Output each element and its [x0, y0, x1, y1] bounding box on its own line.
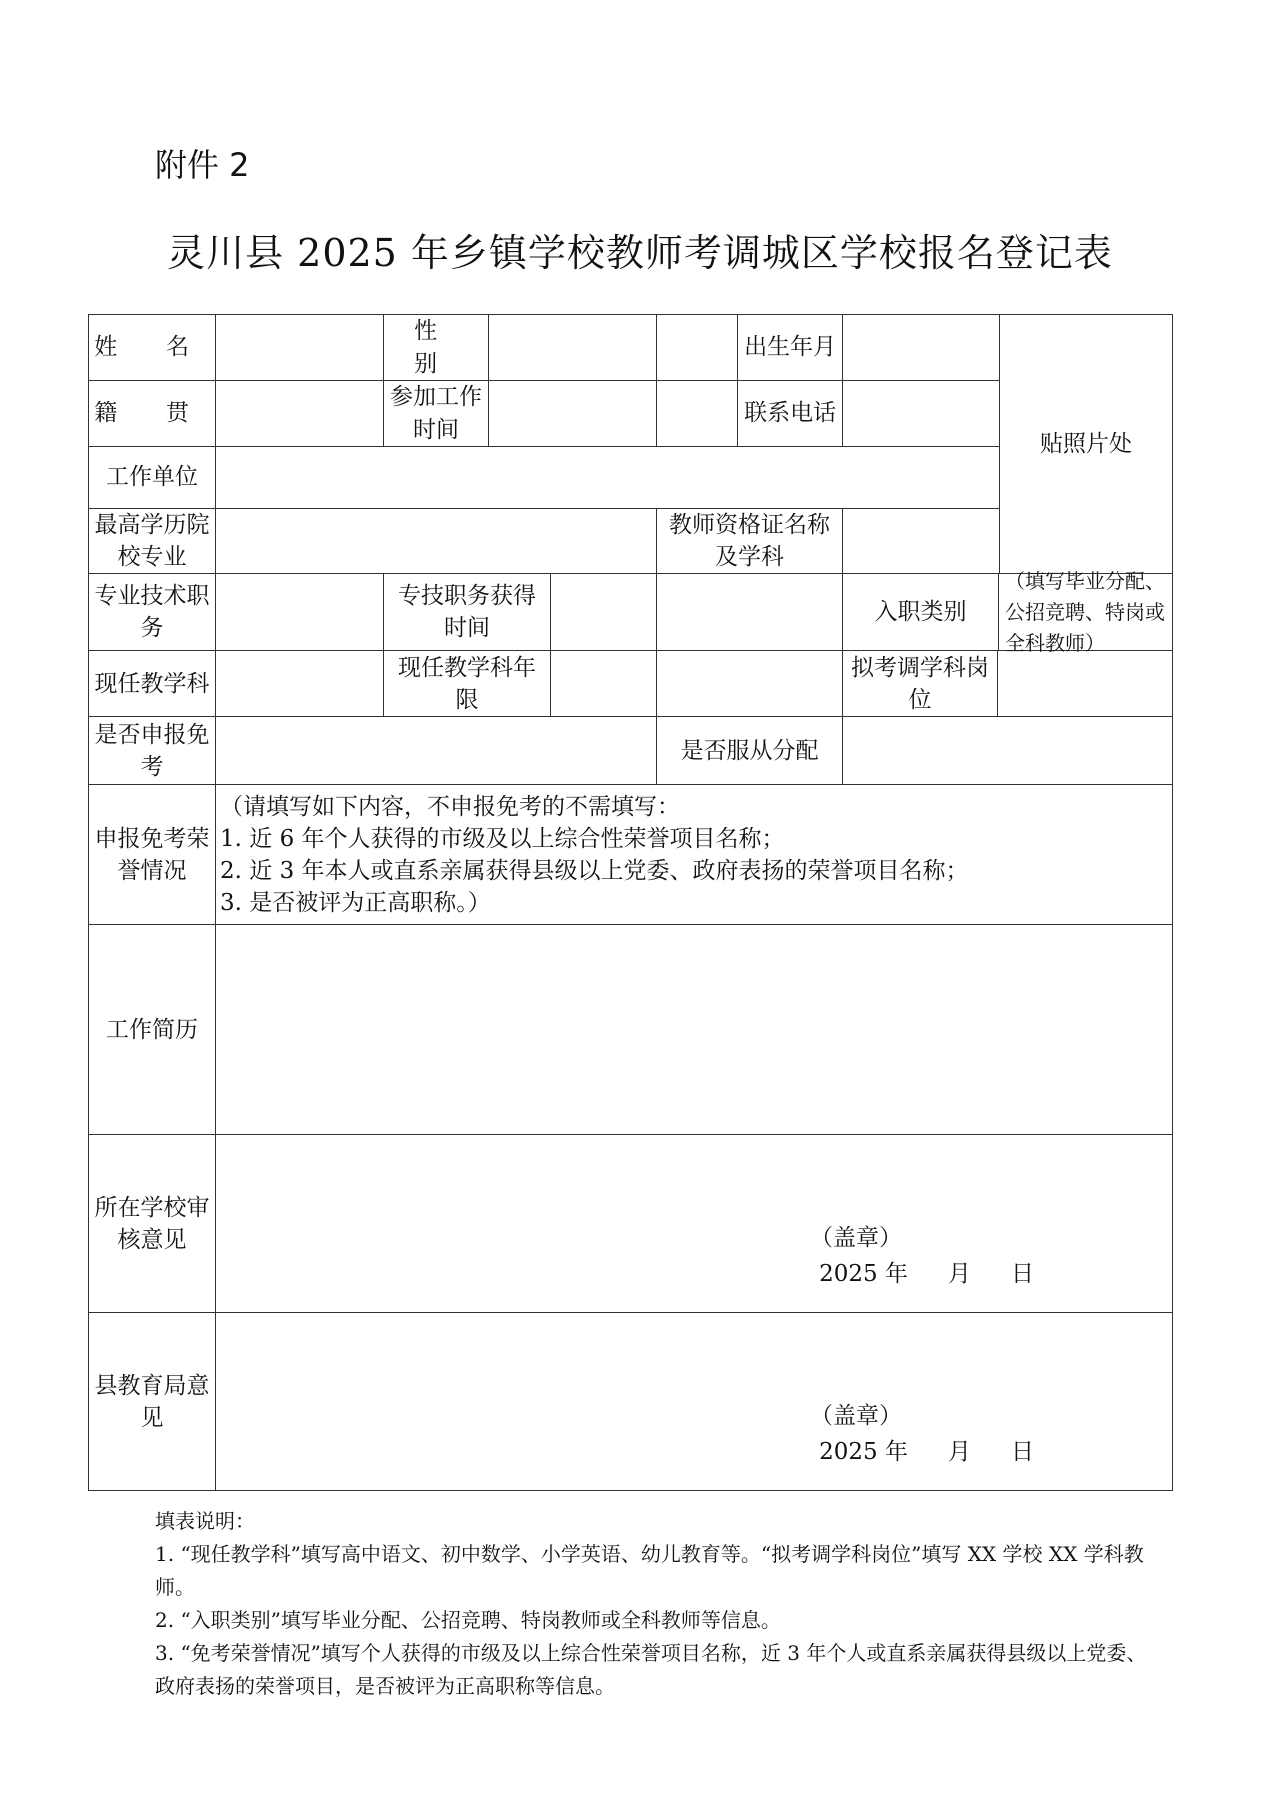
- resume-label: 工作简历: [89, 925, 216, 1135]
- education-label: 最高学历院校专业: [89, 509, 216, 574]
- honors-label: 申报免考荣誉情况: [89, 785, 216, 925]
- current-subject-label: 现任教学科: [89, 651, 216, 717]
- entry-type-hint[interactable]: （填写毕业分配、公招竞聘、特岗或全科教师）: [1005, 568, 1165, 655]
- gender-field[interactable]: [489, 315, 657, 381]
- school-date-day: 日: [1011, 1261, 1034, 1288]
- name-field[interactable]: [216, 315, 384, 381]
- entry-type-label: 入职类别: [843, 574, 999, 650]
- target-post-field[interactable]: [998, 651, 1172, 716]
- school-date: [819, 1258, 1034, 1290]
- accept-assignment-label: 是否服从分配: [657, 717, 843, 785]
- native-place-label: 籍 贯: [89, 381, 216, 447]
- honors-hint-line: 2. 近 3 年本人或直系亲属获得县级以上党委、政府表扬的荣誉项目名称；: [220, 857, 969, 884]
- instructions-heading: 填表说明：: [155, 1509, 255, 1533]
- phone-label: 联系电话: [744, 400, 837, 427]
- honors-hint-line: 3. 是否被评为正高职称。）: [220, 890, 491, 917]
- photo-placeholder[interactable]: 贴照片处: [1000, 315, 1173, 574]
- certificate-field[interactable]: [843, 509, 1000, 574]
- title-date-field[interactable]: [551, 574, 656, 650]
- attachment-label: 附件 2: [155, 146, 250, 184]
- instruction-item: 1. “现任教学科”填写高中语文、初中数学、小学英语、幼儿教育等。“拟考调学科岗位”填写 XX 学校 XX 学科教师。: [155, 1542, 1144, 1599]
- honors-hint-line: 1. 近 6 年个人获得的市级及以上综合性荣誉项目名称；: [220, 825, 785, 852]
- exemption-label: 是否申报免考: [89, 717, 216, 785]
- native-place-field[interactable]: [216, 381, 384, 447]
- employer-field[interactable]: [216, 447, 1000, 509]
- name-label: 姓 名: [89, 315, 216, 381]
- bureau-date: [819, 1436, 1034, 1468]
- current-years-label: 现任教学科年限: [384, 651, 551, 716]
- professional-title-label: 专业技术职务: [89, 574, 216, 651]
- work-start-label: 参加工作时间: [384, 381, 489, 447]
- exemption-field[interactable]: [216, 717, 657, 785]
- bureau-date-year: 2025 年: [819, 1439, 908, 1466]
- instruction-item: 2. “入职类别”填写毕业分配、公招竞聘、特岗教师或全科教师等信息。: [155, 1608, 781, 1632]
- title-date-label: 专技职务获得时间: [384, 574, 551, 650]
- school-date-month: 月: [948, 1261, 971, 1288]
- professional-title-field[interactable]: [216, 574, 384, 651]
- target-post-label: 拟考调学科岗位: [843, 651, 998, 716]
- current-years-field[interactable]: [551, 651, 656, 716]
- education-field[interactable]: [216, 509, 657, 574]
- birth-label: 出生年月: [744, 334, 837, 361]
- phone-field[interactable]: [843, 381, 1000, 447]
- bureau-opinion-field[interactable]: [216, 1313, 1173, 1491]
- filling-instructions: [155, 1505, 1165, 1703]
- work-start-field[interactable]: [489, 381, 657, 447]
- resume-field[interactable]: [216, 925, 1173, 1135]
- current-subject-field[interactable]: [216, 651, 384, 717]
- certificate-label: 教师资格证名称及学科: [657, 509, 843, 574]
- birth-field[interactable]: [843, 315, 1000, 381]
- school-date-year: 2025 年: [819, 1261, 908, 1288]
- honors-hint-line: （请填写如下内容，不申报免考的不需填写：: [220, 793, 680, 820]
- employer-label: 工作单位: [89, 447, 216, 509]
- gender-label: 性 别: [384, 315, 489, 381]
- instruction-item: 3. “免考荣誉情况”填写个人获得的市级及以上综合性荣誉项目名称，近 3 年个人或直系亲属获得县级以上党委、政府表扬的荣誉项目，是否被评为正高职称等信息。: [155, 1641, 1147, 1698]
- school-review-field[interactable]: [216, 1135, 1173, 1313]
- accept-assignment-field[interactable]: [843, 717, 1173, 785]
- registration-form-table: [88, 314, 1173, 1491]
- honors-field[interactable]: [216, 785, 1173, 925]
- bureau-date-month: 月: [948, 1439, 971, 1466]
- form-title: 灵川县 2025 年乡镇学校教师考调城区学校报名登记表: [167, 231, 1113, 275]
- school-stamp-text: （盖章）: [810, 1225, 902, 1252]
- bureau-stamp-text: （盖章）: [810, 1403, 902, 1430]
- bureau-date-day: 日: [1011, 1439, 1034, 1466]
- bureau-opinion-label: 县教育局意见: [89, 1313, 216, 1491]
- school-review-label: 所在学校审核意见: [89, 1135, 216, 1313]
